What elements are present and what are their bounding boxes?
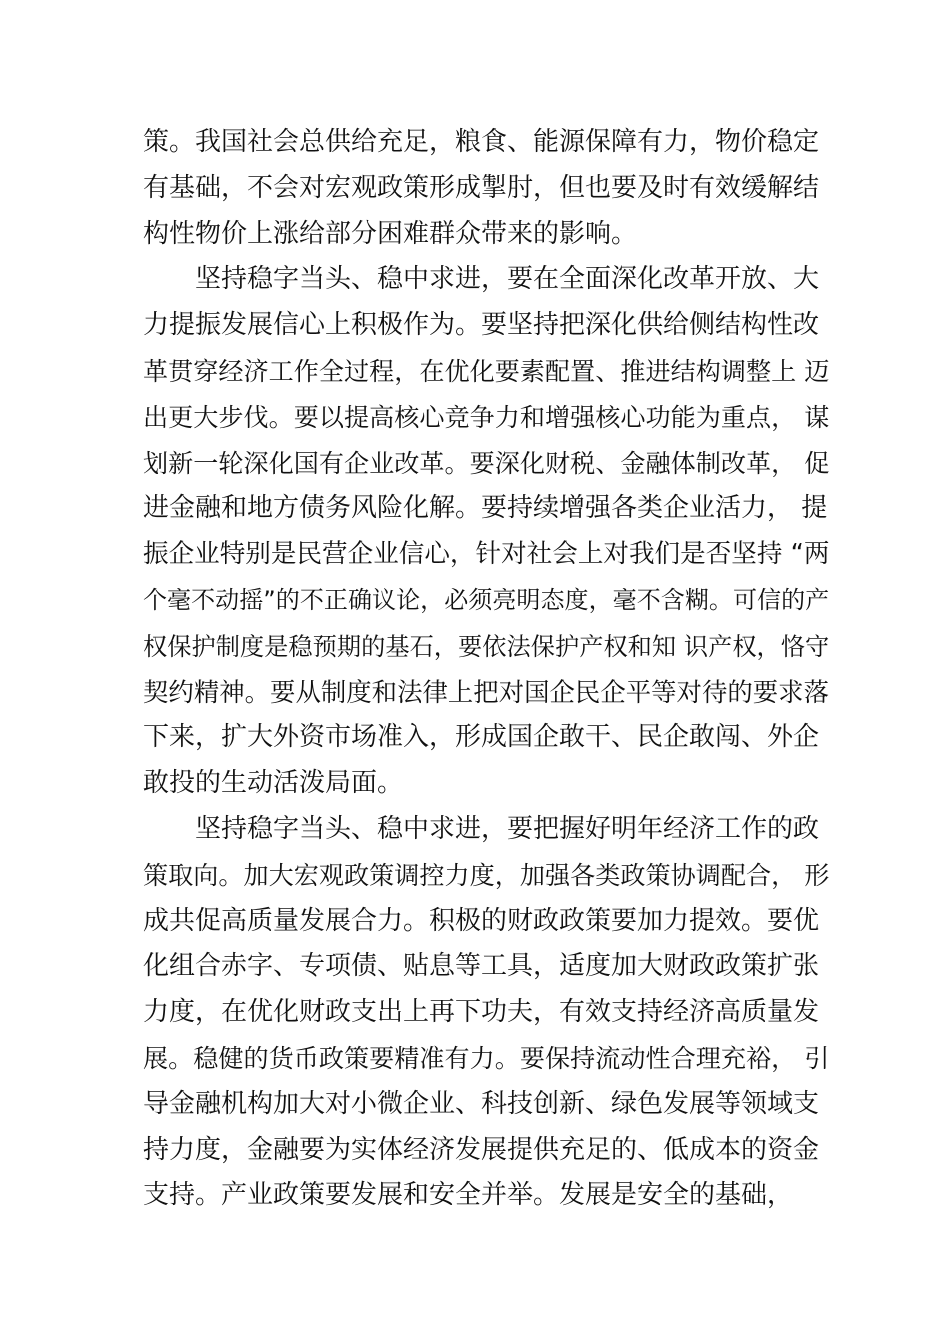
paragraph-3 <box>143 807 833 1219</box>
paragraph-1 <box>143 120 833 257</box>
text-line: 支持。产业政策要发展和安全并举。发展是安全的基础， <box>143 1180 794 1211</box>
text-line: 坚持稳字当头、稳中求进，要把握好明年经济工作的政 <box>195 813 820 844</box>
text-line: 导金融机构加大对小微企业、科技创新、绿色发展等领域支 <box>143 1088 820 1119</box>
text-line: 进金融和地方债务风险化解。要持续增强各类企业活力， 提 <box>143 493 828 524</box>
text-line: 敢投的生动活泼局面。 <box>143 768 404 799</box>
text-line: 成共促高质量发展合力。积极的财政政策要加力提效。要优 <box>143 905 820 936</box>
text-line: 振企业特别是民营企业信心，针对社会上对我们是否坚持 “两 <box>143 539 830 570</box>
text-line: 策取向。加大宏观政策调控力度，加强各类政策协调配合， 形 <box>143 860 830 890</box>
text-line: 策。我国社会总供给充足，粮食、能源保障有力，物价稳定 <box>143 127 820 157</box>
text-line: 契约精神。要从制度和法律上把对国企民企平等对待的要求落 <box>143 676 829 707</box>
body-text <box>143 120 833 1219</box>
text-line: 化组合赤字、专项债、贴息等工具，适度加大财政政策扩张 <box>143 951 820 982</box>
text-line: 有基础，不会对宏观政策形成掣肘，但也要及时有效缓解结 <box>143 172 820 203</box>
text-line: 坚持稳字当头、稳中求进，要在全面深化改革开放、大 <box>195 264 820 295</box>
text-line: 力度，在优化财政支出上再下功夫，有效支持经济高质量发 <box>143 997 820 1028</box>
text-line: 权保护制度是稳预期的基石，要依法保护产权和知 识产权，恪守 <box>143 631 830 661</box>
text-line: 力提振发展信心上积极作为。要坚持把深化供给侧结构性改 <box>143 310 820 341</box>
text-line: 构性物价上涨给部分困难群众带来的影响。 <box>143 218 638 249</box>
paragraph-2 <box>143 257 833 807</box>
text-line: 革贯穿经济工作全过程，在优化要素配置、推进结构调整上 迈 <box>143 356 830 386</box>
text-line: 下来，扩大外资市场准入，形成国企敢干、民企敢闯、外企 <box>143 722 820 753</box>
text-line: 持力度，金融要为实体经济发展提供充足的、低成本的资金 <box>143 1134 820 1165</box>
text-line: 个毫不动摇”的不正确议论，必须亮明态度，毫不含糊。可信的产 <box>143 585 830 614</box>
text-line: 展。稳健的货币政策要精准有力。要保持流动性合理充裕， 引 <box>143 1043 830 1073</box>
text-line: 划新一轮深化国有企业改革。要深化财税、金融体制改革， 促 <box>143 448 830 478</box>
text-line: 出更大步伐。要以提高核心竞争力和增强核心功能为重点， 谋 <box>143 402 830 432</box>
